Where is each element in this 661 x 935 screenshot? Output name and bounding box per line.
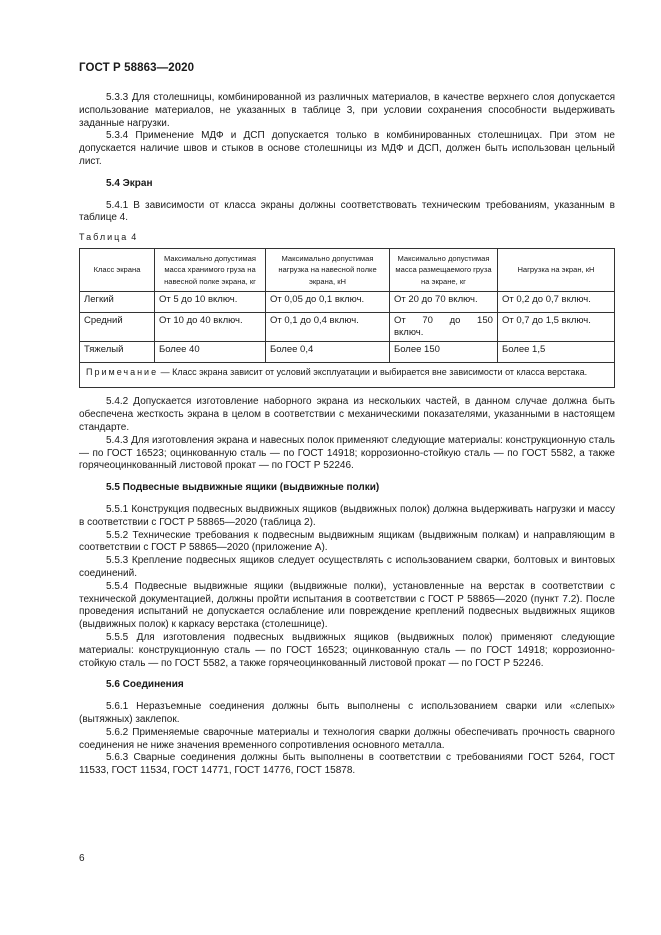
table-cell: Легкий bbox=[80, 292, 155, 313]
table-header-cell: Максимально допустимая масса хранимого груза на навесной полке экрана, кг bbox=[155, 248, 266, 292]
page-number: 6 bbox=[79, 853, 85, 864]
table-cell: От 10 до 40 включ. bbox=[155, 313, 266, 342]
table-caption bbox=[79, 231, 615, 244]
table-cell: От 0,2 до 0,7 включ. bbox=[498, 292, 615, 313]
table-cell: От 0,1 до 0,4 включ. bbox=[266, 313, 390, 342]
document-body bbox=[79, 92, 615, 778]
paragraph-5-3-4: 5.3.4 Применение МДФ и ДСП допускается только в комбинированных столешницах. При этом не допускается наличие швов и стыков в основе столешницы из МДФ и ДСП, должен быть использован цельный лист. bbox=[79, 130, 615, 167]
paragraph-5-6-2: 5.6.2 Применяемые сварочные материалы и технология сварки должны обеспечивать прочность сварного соединения не ниже значения временного сопротивления основного металла. bbox=[79, 726, 615, 751]
table-cell: Средний bbox=[80, 313, 155, 342]
paragraph-5-5-2: 5.5.2 Технические требования к подвесным выдвижным ящикам (выдвижным полкам) и направляющим в соответствии с ГОСТ Р 58865—2020 (приложение А). bbox=[79, 529, 615, 554]
table-row bbox=[80, 342, 615, 363]
table-header-cell: Класс экрана bbox=[80, 248, 155, 292]
table-note-text: — Класс экрана зависит от условий эксплуатации и выбирается вне зависимости от класса верстака. bbox=[158, 367, 588, 378]
paragraph-5-6-3: 5.6.3 Сварные соединения должны быть выполнены в соответствии с требованиями ГОСТ 5264, ГОСТ 11533, ГОСТ 11534, ГОСТ 14771, ГОСТ 14776, ГОСТ 15878. bbox=[79, 752, 615, 777]
table-cell: Более 0,4 bbox=[266, 342, 390, 363]
table-cell: От 0,05 до 0,1 включ. bbox=[266, 292, 390, 313]
section-heading-5-5: 5.5 Подвесные выдвижные ящики (выдвижные полки) bbox=[106, 482, 380, 494]
table-caption-word: Таблица bbox=[79, 232, 129, 243]
paragraph-5-4-2: 5.4.2 Допускается изготовление наборного экрана из нескольких частей, в данном случае должна быть обеспечена жесткость экрана в целом в соответствии с механическими показателями, указанными в настоящем стандарте. bbox=[79, 396, 615, 434]
paragraph-5-5-4: 5.5.4 Подвесные выдвижные ящики (выдвижные полки), установленные на верстак в соответствии с технической документацией, должны пройти испытания в соответствии с ГОСТ Р 58865—2020 (пункт 7.2). После проведения испытаний не допускается ослабление или повреждение креплений подвесных выдвижных ящиков (выдвижных полок) к каркасу верстака (столешнице). bbox=[79, 580, 615, 631]
paragraph-5-5-1: 5.5.1 Конструкция подвесных выдвижных ящиков (выдвижных полок) должна выдерживать нагрузки и массу в соответствии с ГОСТ Р 58865—2020 (таблица 2). bbox=[79, 504, 615, 528]
paragraph-5-4-3: 5.4.3 Для изготовления экрана и навесных полок применяют следующие материалы: конструкционную сталь — по ГОСТ 16523; оцинкованную сталь — по ГОСТ 14918; коррозионно-стойкую сталь — по ГОСТ 5582, а также горячеоцинкованный листовой прокат — по ГОСТ Р 52246. bbox=[79, 434, 615, 472]
table-caption-number: 4 bbox=[131, 232, 137, 243]
paragraph-5-4-1: 5.4.1 В зависимости от класса экраны должны соответствовать техническим требованиям, указанным в таблице 4. bbox=[79, 199, 615, 224]
table-cell: Более 1,5 bbox=[498, 342, 615, 363]
table-row bbox=[80, 292, 615, 313]
table-header-cell: Максимально допустимая масса размещаемого груза на экране, кг bbox=[390, 248, 498, 292]
table-cell: От 70 до 150 включ. bbox=[390, 313, 498, 342]
table-cell: Тяжелый bbox=[80, 342, 155, 363]
section-heading-5-6: 5.6 Соединения bbox=[106, 679, 184, 691]
table-cell: Более 40 bbox=[155, 342, 266, 363]
paragraph-5-5-5: 5.5.5 Для изготовления подвесных выдвижных ящиков (выдвижных полок) применяют следующие материалы: конструкционную сталь — по ГОСТ 16523; оцинкованную сталь — по ГОСТ 14918; коррозионно-стойкую сталь — по ГОСТ 5582, а также горячеоцинкованный листовой прокат — по ГОСТ Р 52246. bbox=[79, 632, 615, 669]
table-header-cell: Максимально допустимая нагрузка на навесной полке экрана, кН bbox=[266, 248, 390, 292]
table-header-row bbox=[80, 248, 615, 292]
paragraph-5-3-3: 5.3.3 Для столешницы, комбинированной из различных материалов, в качестве верхнего слоя допускается использование материалов, не указанных в таблице 3, при условии сохранения способности выдерживать заданные нагрузки. bbox=[79, 92, 615, 129]
table-row bbox=[80, 313, 615, 342]
table-note-label: Примечание bbox=[86, 367, 159, 378]
table-header-cell: Нагрузка на экран, кН bbox=[498, 248, 615, 292]
screen-class-table bbox=[79, 248, 615, 389]
table-cell: От 5 до 10 включ. bbox=[155, 292, 266, 313]
table-cell: От 20 до 70 включ. bbox=[390, 292, 498, 313]
paragraph-5-5-3: 5.5.3 Крепление подвесных ящиков следует осуществлять с использованием сварки, болтовых и винтовых соединений. bbox=[79, 555, 615, 580]
table-note-row bbox=[80, 363, 615, 388]
section-heading-5-4: 5.4 Экран bbox=[106, 177, 153, 189]
paragraph-5-6-1: 5.6.1 Неразъемные соединения должны быть выполнены с использованием сварки или «слепых» (вытяжных) заклепок. bbox=[79, 701, 615, 725]
document-header: ГОСТ Р 58863—2020 bbox=[79, 62, 195, 74]
table-cell: Более 150 bbox=[390, 342, 498, 363]
table-note bbox=[80, 363, 615, 388]
table-cell: От 0,7 до 1,5 включ. bbox=[498, 313, 615, 342]
